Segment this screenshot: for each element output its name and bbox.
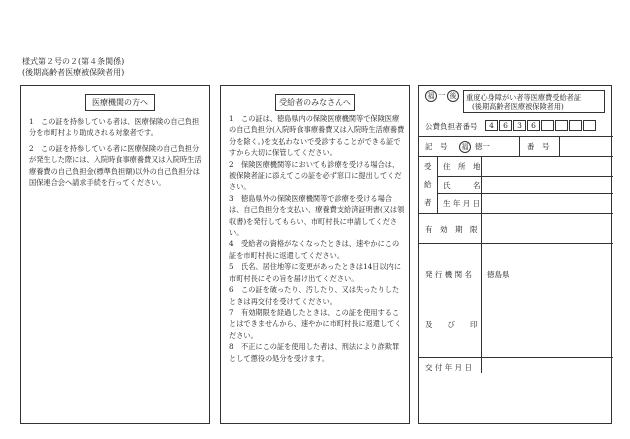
payer-digit-box: 4 — [485, 120, 498, 131]
item-text: この証を破ったり、汚したり、又は失ったりしたときは再交付を受けてください。 — [229, 285, 400, 306]
recipient-label-3: 者 — [424, 198, 432, 207]
payer-digit-box: 6 — [527, 120, 540, 131]
payer-digit-box — [541, 120, 554, 131]
divider — [481, 156, 482, 213]
divider — [419, 357, 613, 358]
list-item — [229, 113, 405, 159]
divider — [419, 243, 613, 244]
fuku-mark-icon: 福 — [425, 90, 437, 102]
middle-panel-title: 受給者のみなさんへ — [275, 94, 355, 111]
item-number: 1 — [29, 117, 34, 126]
divider — [419, 213, 613, 214]
divider — [437, 176, 613, 177]
item-number: 8 — [229, 342, 234, 352]
certificate-title: 重度心身障がい者等医療費受給者証 — [466, 93, 582, 102]
item-text: この証を持参している者は、医療保険の自己負担分を市町村より助成される対象者です。 — [29, 117, 200, 138]
item-number: 4 — [229, 239, 234, 249]
issuer-label: 発 行 機 関 名 — [425, 270, 473, 279]
item-number: 2 — [29, 143, 34, 153]
item-number: 6 — [229, 285, 234, 295]
item-number: 5 — [229, 262, 234, 272]
item-number: 1 — [229, 114, 234, 123]
issue-date-label: 交 付 年 月 日 — [425, 363, 473, 372]
name-label: 氏 名 — [443, 181, 481, 190]
middle-panel-items — [229, 113, 405, 364]
payer-digit-box — [555, 120, 568, 131]
list-item — [29, 116, 203, 139]
item-text: 受給者の資格がなくなったときは、速やかにこの証を市町村長に返還してください。 — [229, 239, 400, 260]
issuer-value: 徳島県 — [487, 270, 510, 279]
left-panel-title: 医療機関の方へ — [85, 94, 155, 111]
symbol-label: 記 号 — [425, 142, 448, 151]
left-panel-items — [29, 116, 203, 192]
certificate-panel — [418, 85, 612, 424]
mark-dash: 一 — [438, 91, 446, 100]
payer-digit-box: 3 — [513, 120, 526, 131]
divider — [437, 156, 438, 213]
list-item — [229, 261, 405, 284]
item-text: 徳島県外の保険医療機関等で診療を受ける場合は、自己負担分を支払い、療養費支給済証明書(又は領収書)を発行してもらい、市町村長に申請してください。 — [229, 193, 405, 238]
payer-digit-box — [583, 120, 596, 131]
item-text: 保険医療機関等においても診療を受ける場合は、被保険者証に添えてこの証を必ず窓口に提出してください。 — [229, 159, 402, 192]
list-item — [229, 193, 405, 239]
payer-number-label: 公費負担者番号 — [425, 122, 478, 131]
divider — [481, 213, 482, 373]
valid-period-label: 有 効 期 限 — [425, 225, 478, 234]
address-label: 住 所 地 — [443, 162, 481, 171]
left-panel — [20, 85, 210, 424]
item-text: 有効期限を経過したときは、この証を使用することはできませんから、速やかに市町村長に返還してください。 — [229, 307, 402, 340]
certificate-subtitle: (後期高齢者医療被保険者用) — [472, 102, 564, 111]
kou-mark-icon: 後 — [447, 90, 459, 102]
seal-label: 及 び 印 — [425, 320, 478, 329]
divider — [559, 136, 560, 156]
list-item — [229, 238, 405, 261]
item-number: 7 — [229, 307, 234, 317]
recipient-label-2: 給 — [424, 180, 432, 189]
middle-panel — [220, 85, 410, 424]
divider — [437, 193, 613, 194]
symbol-value: 徳一 — [475, 142, 490, 151]
divider — [519, 136, 520, 156]
form-subtitle: (後期高齢者医療被保険者用) — [22, 68, 125, 77]
divider — [419, 156, 613, 157]
list-item — [229, 341, 405, 364]
payer-digit-box: 6 — [499, 120, 512, 131]
item-text: この証は、徳島県内の保険医療機関等で保険医療の自己負担分(入院時食事療養費又は入院時生活療養費分を除く。)を支払わないで受診することができる証ですから大切に保管してください。 — [229, 114, 405, 158]
list-item — [229, 284, 405, 307]
birth-date-label: 生 年 月 日 — [443, 199, 481, 208]
item-number: 2 — [229, 159, 234, 169]
certificate-title-box — [463, 90, 605, 113]
fuku-symbol-icon: 福 — [459, 141, 471, 153]
divider — [419, 136, 613, 137]
form-number: 様式第２号の２(第４条関係) — [22, 57, 125, 66]
list-item — [229, 159, 405, 193]
item-text: この証を持参している者に医療保険の自己負担分が発生した際には、入院時食事療養費又は入院時生活療養費の自己負担金(標準負担額)以外の自己負担分は国保連合会へ請求手続を行ってください。 — [29, 143, 202, 188]
number-label: 番 号 — [527, 142, 550, 151]
list-item — [229, 307, 405, 341]
item-number: 3 — [229, 193, 234, 203]
recipient-label-1: 受 — [424, 162, 432, 171]
list-item — [29, 143, 203, 189]
item-text: 氏名、居住地等に変更があったときは14日以内に市町村長にその旨を届け出てください。 — [229, 262, 402, 283]
payer-digit-box — [569, 120, 582, 131]
item-text: 不正にこの証を使用した者は、刑法により詐欺罪として懲役の処分を受けます。 — [229, 342, 400, 363]
